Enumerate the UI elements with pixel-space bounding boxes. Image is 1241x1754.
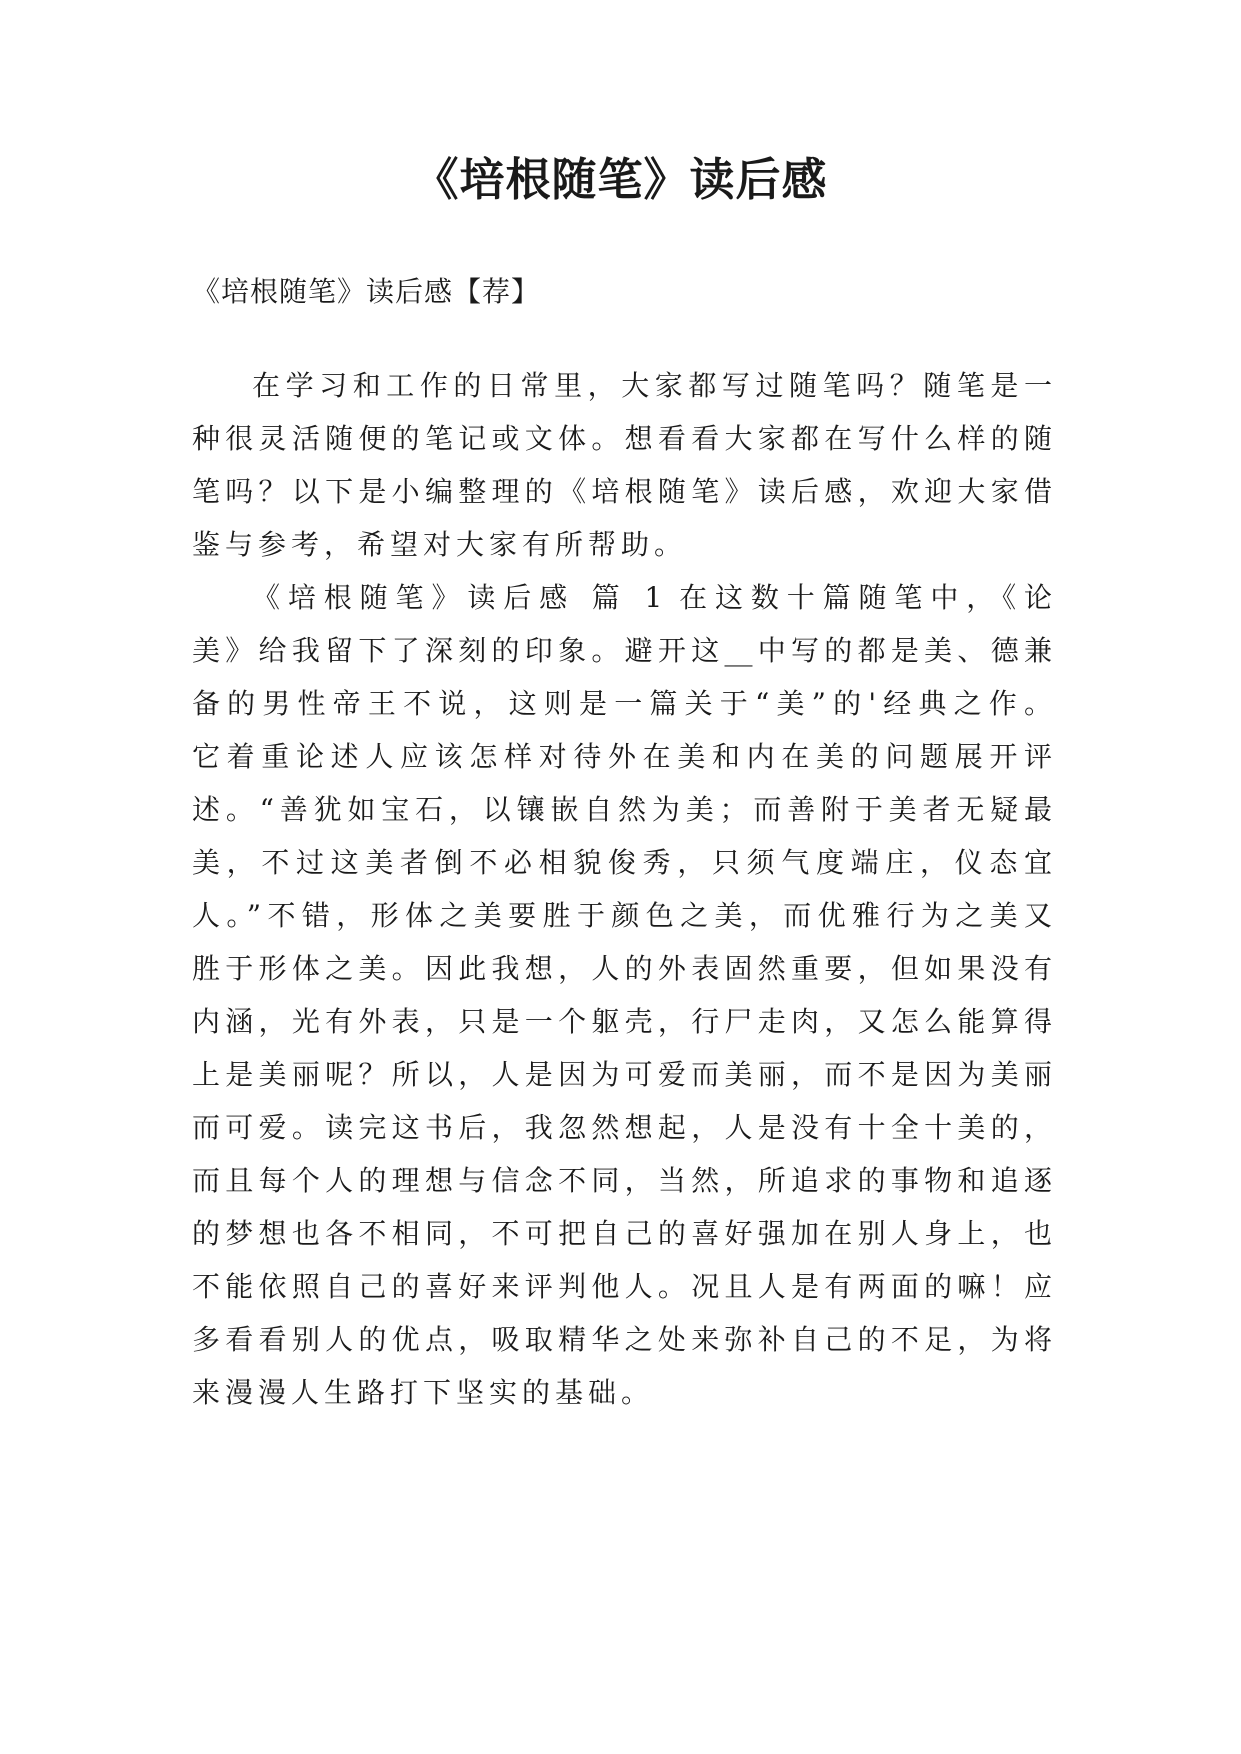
essay-line: 人。”不错，形体之美要胜于颜色之美，而优雅行为之美又 <box>192 899 1052 932</box>
intro-line: 种很灵活随便的笔记或文体。想看看大家都在写什么样的随 <box>192 422 1052 455</box>
essay-line: 内涵，光有外表，只是一个躯壳，行尸走肉，又怎么能算得 <box>192 1005 1052 1038</box>
document-title: 《培根随笔》读后感 <box>413 153 828 206</box>
essay-line: 它着重论述人应该怎样对待外在美和内在美的问题展开评 <box>192 740 1052 773</box>
intro-line: 鉴与参考，希望对大家有所帮助。 <box>192 528 688 561</box>
essay-line: 上是美丽呢？所以，人是因为可爱而美丽，而不是因为美丽 <box>192 1058 1052 1091</box>
essay-line: 而且每个人的理想与信念不同，当然，所追求的事物和追逐 <box>192 1164 1052 1197</box>
document-subtitle: 《培根随笔》读后感【荐】 <box>192 275 541 308</box>
essay-line: 备的男性帝王不说，这则是一篇关于“美”的'经典之作。 <box>192 687 1052 720</box>
essay-line: 美》给我留下了深刻的印象。避开这__中写的都是美、德兼 <box>192 634 1052 667</box>
essay-line: 的梦想也各不相同，不可把自己的喜好强加在别人身上，也 <box>192 1217 1052 1250</box>
essay-line: 来漫漫人生路打下坚实的基础。 <box>192 1376 655 1409</box>
essay-line: 多看看别人的优点，吸取精华之处来弥补自己的不足，为将 <box>192 1323 1052 1356</box>
essay-line: 美，不过这美者倒不必相貌俊秀，只须气度端庄，仪态宜 <box>192 846 1052 879</box>
essay-line: 不能依照自己的喜好来评判他人。况且人是有两面的嘛！应 <box>192 1270 1052 1303</box>
intro-line: 笔吗？以下是小编整理的《培根随笔》读后感，欢迎大家借 <box>192 475 1052 508</box>
essay-line: 而可爱。读完这书后，我忽然想起，人是没有十全十美的， <box>192 1111 1052 1144</box>
essay-line: 胜于形体之美。因此我想，人的外表固然重要，但如果没有 <box>192 952 1052 985</box>
essay-line: 述。“善犹如宝石，以镶嵌自然为美；而善附于美者无疑最 <box>192 793 1052 826</box>
intro-line: 在学习和工作的日常里，大家都写过随笔吗？随笔是一 <box>252 369 1052 402</box>
essay-line: 《培根随笔》读后感 篇 1 在这数十篇随笔中，《论 <box>252 581 1052 614</box>
